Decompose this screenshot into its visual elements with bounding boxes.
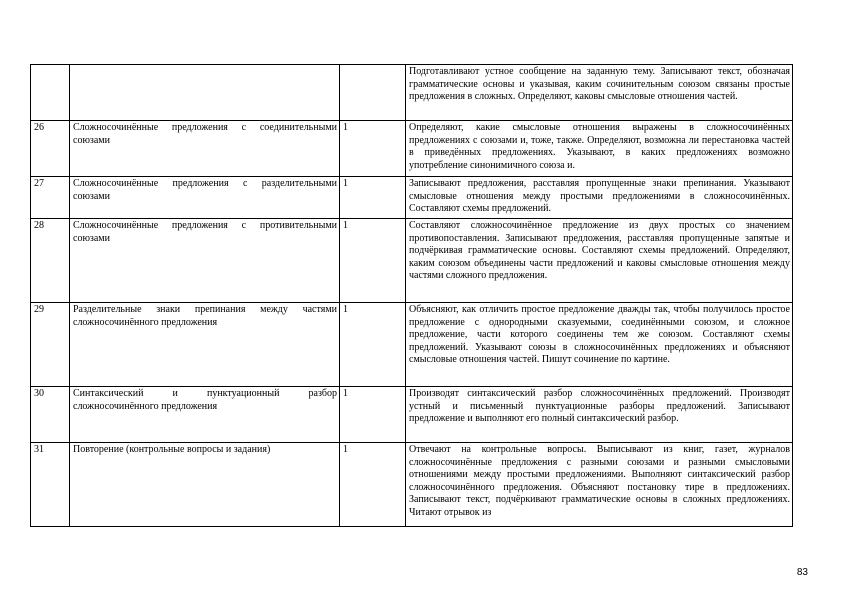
lesson-hours: 1 xyxy=(340,303,406,387)
lesson-number: 30 xyxy=(31,387,70,443)
student-activities: Производят синтаксический разбор сложносочинённых предложений. Производят устный и письменный пунктуационные разборы предложений. Записывают предложение и выполняют его полный синтаксический разбор. xyxy=(406,387,793,443)
table-row xyxy=(31,219,793,303)
lesson-number: 29 xyxy=(31,303,70,387)
page-number: 83 xyxy=(796,567,808,578)
lesson-topic xyxy=(70,65,340,121)
lesson-topic: Синтаксический и пунктуационный разбор сложносочинённого предложения xyxy=(70,387,340,443)
table-row xyxy=(31,121,793,177)
table-row xyxy=(31,177,793,219)
table-row xyxy=(31,65,793,121)
student-activities: Определяют, какие смысловые отношения выражены в сложносочинённых предложениях с союзами и, тоже, также. Определяют, возможна ли перестановка частей в приведённых предложениях. Указывают, в каких предложениях возможно употребление синонимичного союза и. xyxy=(406,121,793,177)
table-row xyxy=(31,443,793,527)
lesson-hours: 1 xyxy=(340,219,406,303)
lesson-number: 28 xyxy=(31,219,70,303)
lesson-topic: Повторение (контрольные вопросы и задания) xyxy=(70,443,340,527)
lesson-hours: 1 xyxy=(340,387,406,443)
student-activities: Подготавливают устное сообщение на заданную тему. Записывают текст, обозначая грамматические основы и указывая, каким сочинительным союзом связаны простые предложения в сложных. Определяют, каковы смысловые отношения частей. xyxy=(406,65,793,121)
table-row xyxy=(31,387,793,443)
lesson-hours: 1 xyxy=(340,177,406,219)
lesson-hours xyxy=(340,65,406,121)
student-activities: Составляют сложносочинённое предложение из двух простых со значением противопоставления. Записывают предложения, расставляя пропущенные запятые и подчёркивая грамматические основы. Составляют схемы предложений. Определяют, каким союзом объединены части предложений и каковы смысловые отношения между частями сложного предложения. xyxy=(406,219,793,303)
student-activities: Объясняют, как отличить простое предложение дважды так, чтобы получилось простое предложение с однородными сказуемыми, соединёнными союзом, и сложное предложение, части которого соединены тем же союзом. Составляют схемы предложений. Указывают союзы в сложносочинённых предложениях и объясняют смысловые отношения частей. Пишут сочинение по картине. xyxy=(406,303,793,387)
student-activities: Отвечают на контрольные вопросы. Выписывают из книг, газет, журналов сложносочинённые предложения с разными союзами и разными смысловыми отношениями между простыми предложениями. Выполняют синтаксический разбор сложносочинённого предложения. Объясняют постановку тире в предложениях. Записывают текст, подчёркивают грамматические основы в сложных предложениях. Читают отрывок из xyxy=(406,443,793,527)
lesson-topic: Разделительные знаки препинания между частями сложносочинённого предложения xyxy=(70,303,340,387)
lesson-topic: Сложносочинённые предложения с соединительными союзами xyxy=(70,121,340,177)
lesson-plan-table xyxy=(30,64,793,527)
table-row xyxy=(31,303,793,387)
lesson-number: 31 xyxy=(31,443,70,527)
student-activities: Записывают предложения, расставляя пропущенные знаки препинания. Указывают смысловые отношения между простыми предложениями в сложносочинённых. Составляют схемы предложений. xyxy=(406,177,793,219)
lesson-topic: Сложносочинённые предложения с разделительными союзами xyxy=(70,177,340,219)
lesson-hours: 1 xyxy=(340,443,406,527)
lesson-number: 26 xyxy=(31,121,70,177)
lesson-number: 27 xyxy=(31,177,70,219)
lesson-topic: Сложносочинённые предложения с противительными союзами xyxy=(70,219,340,303)
lesson-hours: 1 xyxy=(340,121,406,177)
lesson-number xyxy=(31,65,70,121)
